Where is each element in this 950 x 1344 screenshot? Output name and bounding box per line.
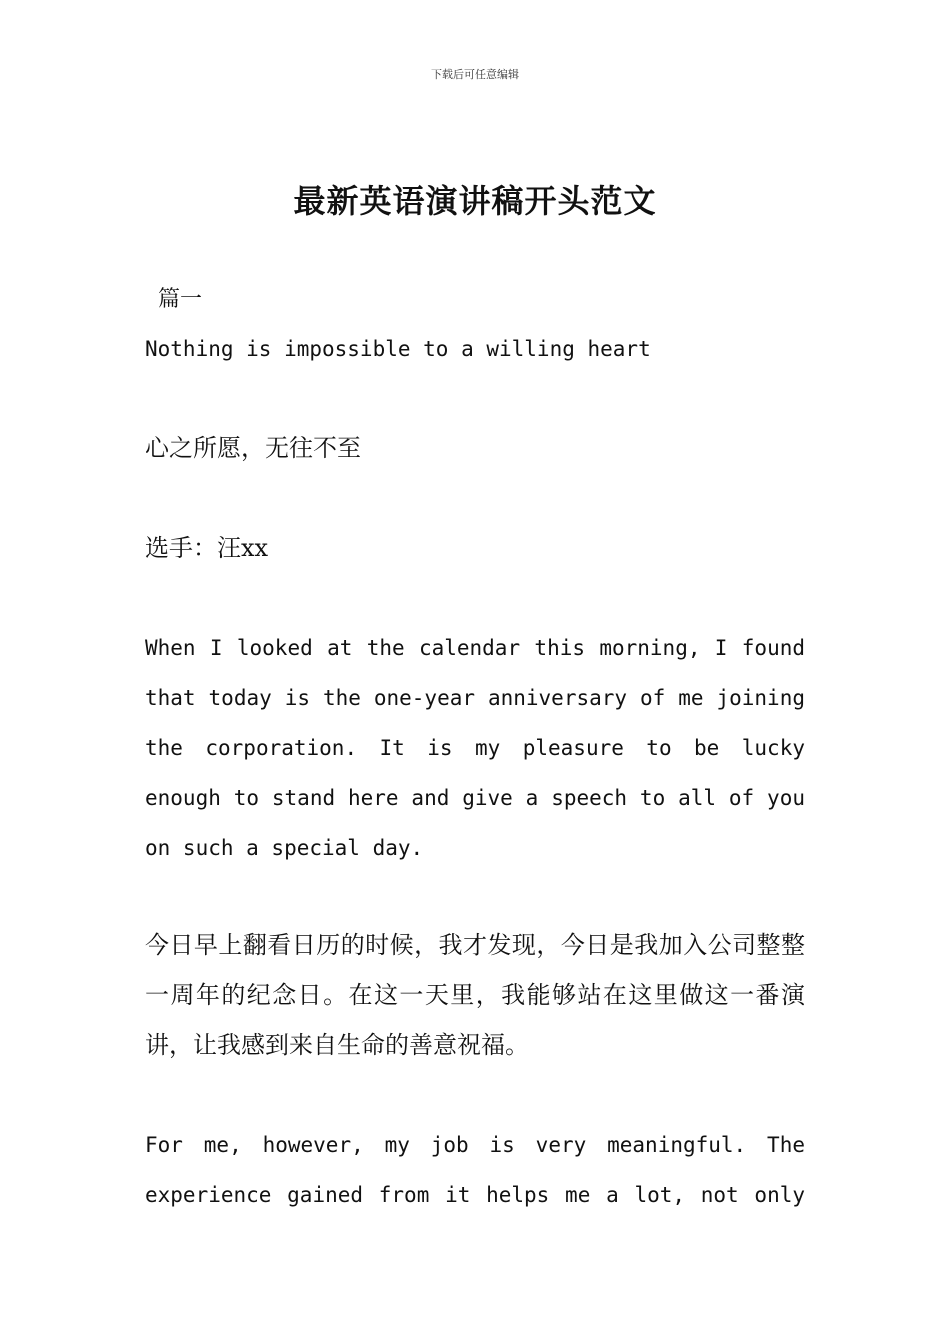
paragraph-1-english: When I looked at the calendar this morning, I found that today is the one-year anniversary of me joining the corporation. It is my pleasure to be lucky enough to stand here and give a speech to all of you on such a special day. xyxy=(145,636,805,860)
speaker-line: 选手：汪xx xyxy=(145,534,269,562)
document-title: 最新英语演讲稿开头范文 xyxy=(293,182,657,220)
motto-chinese: 心之所愿，无往不至 xyxy=(145,434,361,462)
paragraph-2-english: For me, however, my job is very meaningful. The experience gained from it helps me a lot, not only xyxy=(145,1133,805,1207)
paragraph-1-chinese: 今日早上翻看日历的时候，我才发现，今日是我加入公司整整一周年的纪念日。在这一天里，我能够站在这里做这一番演讲，让我感到来自生命的善意祝福。 xyxy=(145,931,805,1059)
motto-english: Nothing is impossible to a willing heart xyxy=(145,337,651,361)
header-note: 下载后可任意编辑 xyxy=(431,68,519,81)
section-label: 篇一 xyxy=(158,287,203,312)
